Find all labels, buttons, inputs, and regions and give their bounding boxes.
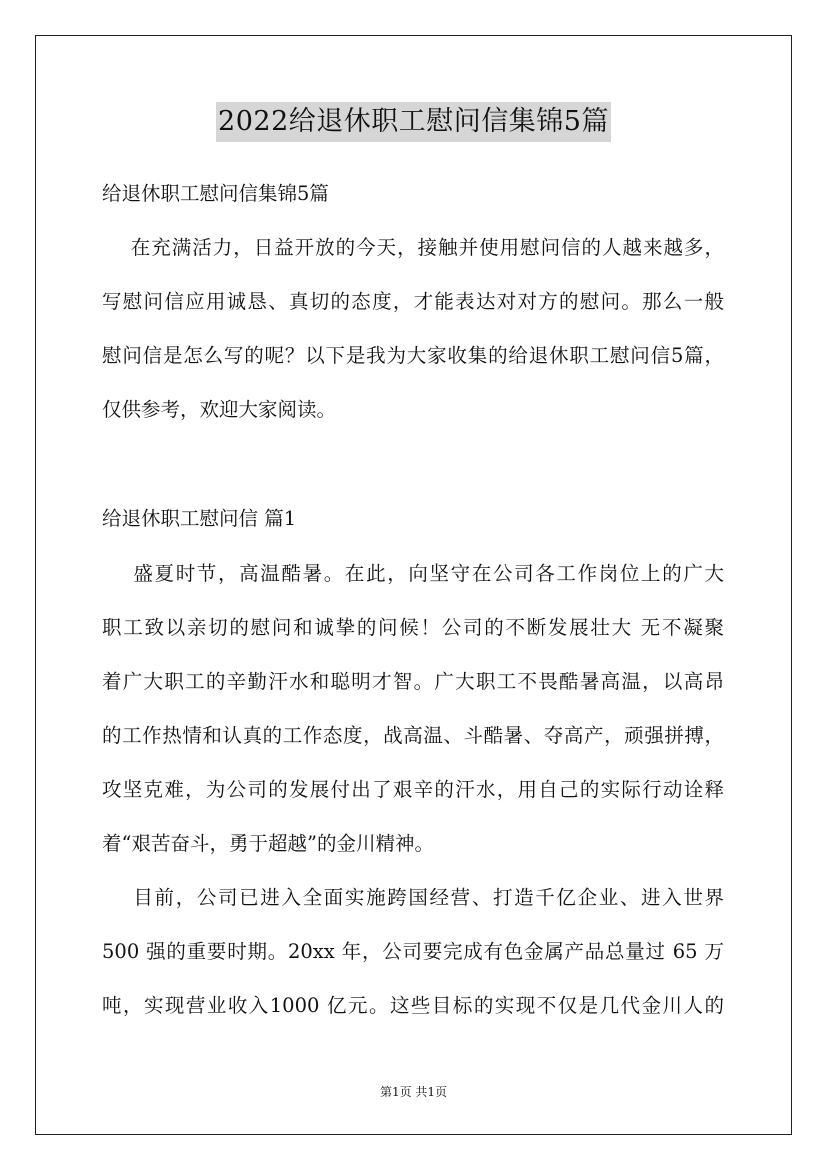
paragraph-line: 写慰问信应用诚恳、真切的态度，才能表达对对方的慰问。那么一般	[102, 290, 724, 313]
title-container	[0, 102, 827, 142]
paragraph-line: 攻坚克难，为公司的发展付出了艰辛的汗水，用自己的实际行动诠释	[102, 778, 724, 801]
paragraph-line: 职工致以亲切的慰问和诚挚的问候！公司的不断发展壮大 无不凝聚	[102, 616, 724, 639]
paragraph-line: 500 强的重要时期。20xx 年，公司要完成有色金属产品总量过 65 万	[102, 940, 724, 963]
paragraph-line: 目前，公司已进入全面实施跨国经营、打造千亿企业、进入世界	[102, 886, 724, 909]
document-title: 2022给退休职工慰问信集锦5篇	[216, 102, 611, 142]
paragraph-line: 着“艰苦奋斗，勇于超越”的金川精神。	[102, 832, 434, 855]
section-heading: 给退休职工慰问信 篇1	[102, 507, 297, 530]
paragraph-line: 在充满活力，日益开放的今天，接触并使用慰问信的人越来越多，	[102, 236, 724, 259]
subtitle-line: 给退休职工慰问信集锦5篇	[102, 182, 329, 205]
page-footer: 第1页 共1页	[379, 1085, 448, 1099]
paragraph-line: 盛夏时节，高温酷暑。在此，向坚守在公司各工作岗位上的广大	[102, 562, 724, 585]
paragraph-line: 吨，实现营业收入1000 亿元。这些目标的实现不仅是几代金川人的	[102, 994, 724, 1017]
paragraph-line: 慰问信是怎么写的呢？以下是我为大家收集的给退休职工慰问信5篇，	[102, 344, 724, 367]
paragraph-line: 仅供参考，欢迎大家阅读。	[102, 398, 337, 421]
paragraph-line: 着广大职工的辛勤汗水和聪明才智。广大职工不畏酷暑高温，以高昂	[102, 670, 724, 693]
paragraph-line: 的工作热情和认真的工作态度，战高温、斗酷暑、夺高产，顽强拼搏，	[102, 724, 724, 747]
